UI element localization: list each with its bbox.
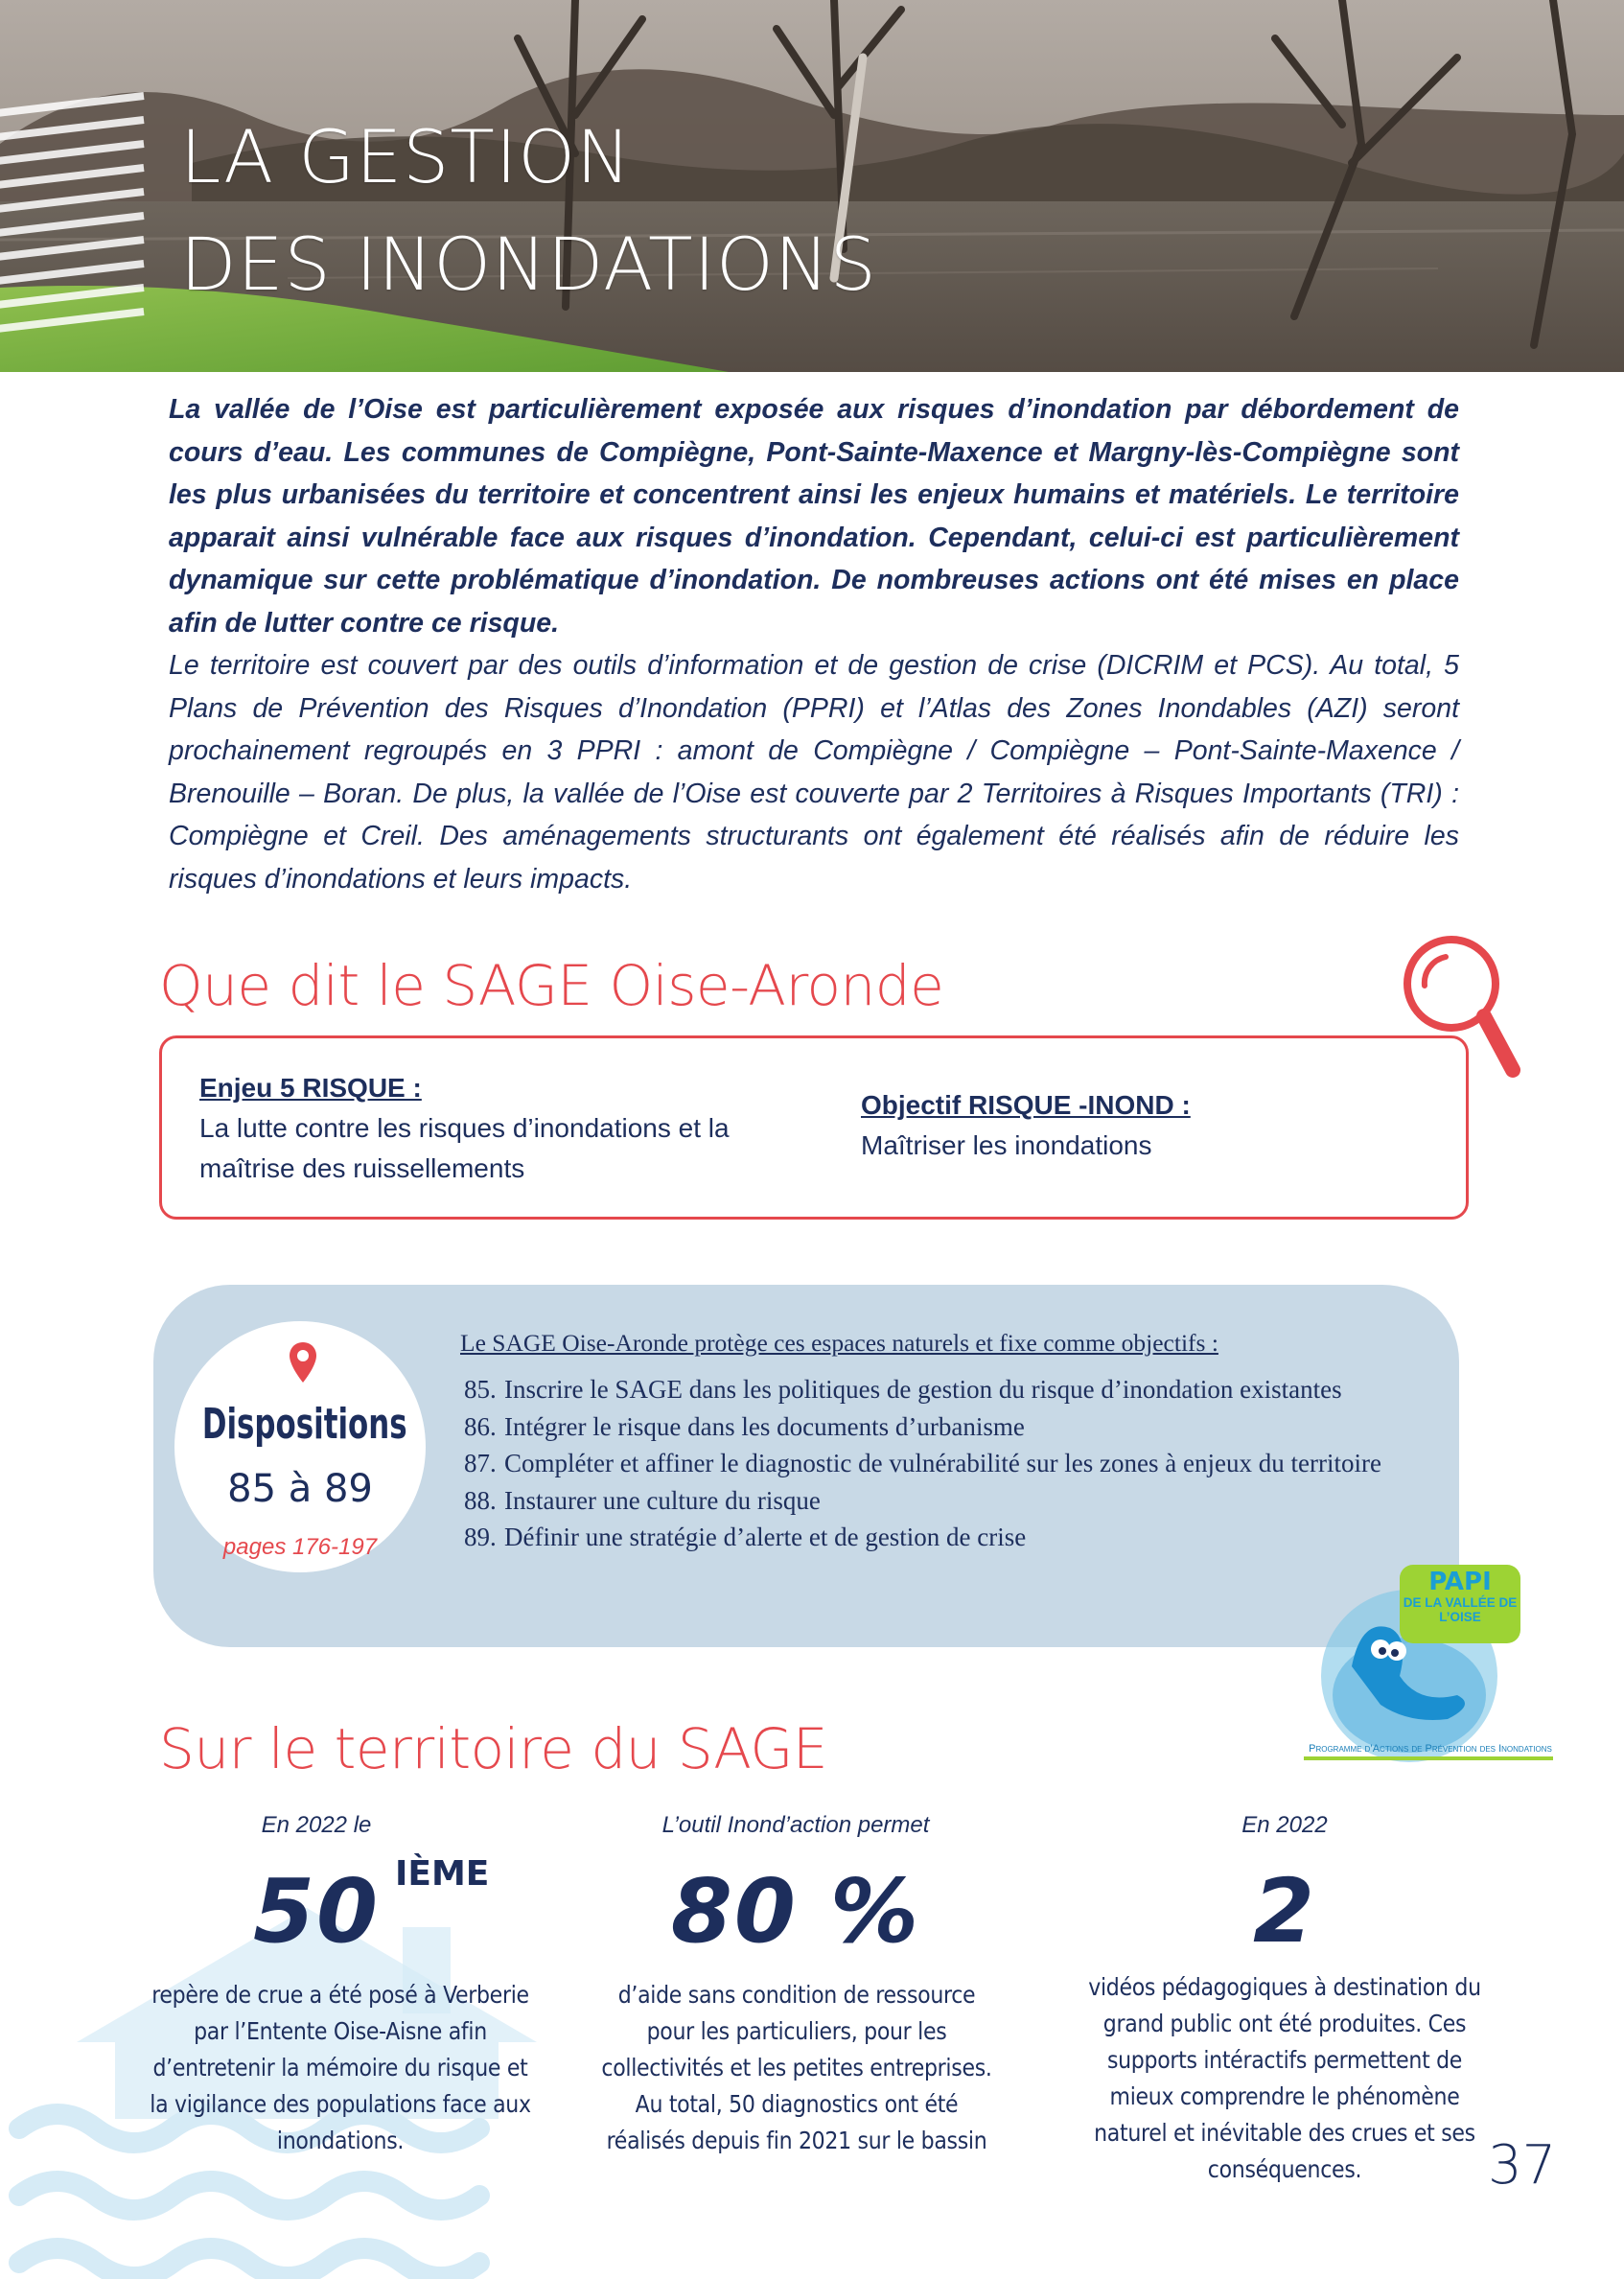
stat-2-text: d’aide sans condition de ressource pour les particuliers, pour les collectivités et les petites entreprises. Au total, 50 diagnostics ont été réalisés depuis fin 2021 sur le bassin <box>601 1981 992 2154</box>
location-pin-icon <box>288 1340 318 1384</box>
dispositions-list <box>460 1371 1457 1556</box>
page-title <box>180 104 877 318</box>
dispositions-range: 85 à 89 <box>227 1467 373 1511</box>
page-title-line1: LA GESTION <box>180 114 632 199</box>
list-item: 89. Définir une stratégie d’alerte et de gestion de crise <box>464 1523 1027 1551</box>
intro-bold-paragraph: La vallée de l’Oise est particulièrement exposée aux risques d’inondation par débordement de cours d’eau. Les communes de Compiègne, Pont-Sainte-Maxence et Margny-lès-Compiègne sont les plus urbanisées du territoire et concentrent ainsi les enjeux humains et matériels. Le territoire apparait ainsi vulnérable face aux risques d’inondation. Cependant, celui-ci est particulièrement dynamique sur cette problématique d’inondation. De nombreuses actions ont été mises en place afin de lutter contre ce risque. <box>169 394 1459 639</box>
papi-title: PAPI <box>1428 1568 1492 1596</box>
sage-heading: Que dit le SAGE Oise-Aronde <box>159 953 944 1018</box>
objectif-text: Maîtriser les inondations <box>861 1130 1152 1160</box>
enjeu-text: La lutte contre les risques d’inondations et la maîtrise des ruissellements <box>199 1113 730 1183</box>
dispositions-intro: Le SAGE Oise-Aronde protège ces espaces naturels et fixe comme objectifs : <box>460 1329 1218 1357</box>
magnifier-icon <box>1396 928 1520 1081</box>
list-item: 88. Instaurer une culture du risque <box>464 1485 821 1515</box>
objectif-column <box>861 1085 1398 1166</box>
page-number: 37 <box>1488 2134 1557 2197</box>
stat-1-pre: En 2022 le <box>261 1812 372 1838</box>
papi-subtitle: DE LA VALLÉE DE L’OISE <box>1403 1595 1518 1624</box>
stat-1-suffix: IÈME <box>395 1854 490 1894</box>
stat-1-text: repère de crue a été posé à Verberie par l’Entente Oise-Aisne afin d’entretenir la mémoire du risque et la vigilance des populations face aux inondations. <box>150 1981 531 2154</box>
list-item: 87. Compléter et affiner le diagnostic de vulnérabilité sur les zones à enjeux du territoire <box>464 1449 1381 1477</box>
intro-regular-paragraph: Le territoire est couvert par des outils d’information et de gestion de crise (DICRIM et PCS). Au total, 5 Plans de Prévention des Risques d’Inondation (PPRI) et l’Atlas des Zones Inondables (AZI) seront prochainement regroupés en 3 PPRI : amont de Compiègne / Compiègne – Pont-Sainte-Maxence / Brenouille – Boran. De plus, la vallée de l’Oise est couverte par 2 Territoires à Risques Importants (TRI) : Compiègne et Creil. Des aménagements structurants ont également été réalisés afin de réduire les risques d’inondations et leurs impacts. <box>169 650 1459 895</box>
papi-bubble <box>1400 1565 1520 1643</box>
stat-2-value: 80 % <box>670 1860 921 1963</box>
list-item: 86. Intégrer le risque dans les documents d’urbanisme <box>464 1411 1025 1441</box>
stat-2-pre: L’outil Inond’action permet <box>661 1812 930 1838</box>
intro-text <box>169 388 1459 900</box>
dispositions-title: Dispositions <box>201 1400 407 1449</box>
enjeu-label: Enjeu 5 RISQUE : <box>199 1073 422 1103</box>
list-item: 85. Inscrire le SAGE dans les politiques de gestion du risque d’inondation existantes <box>464 1375 1342 1404</box>
page-title-line2: DES INONDATIONS <box>180 221 877 307</box>
dispositions-pages: pages 176-197 <box>222 1534 378 1560</box>
papi-arc-text: Programme d’Actions de Prévention des Inondations <box>1309 1743 1552 1755</box>
stat-3-value: 2 <box>1252 1860 1316 1963</box>
stat-3-text: vidéos pédagogiques à destination du grand public ont été produites. Ces supports intéractifs permettent de mieux comprendre le phénomène naturel et inévitable des crues et ses conséquences. <box>1088 1973 1481 2183</box>
objectif-label: Objectif RISQUE -INOND : <box>861 1090 1191 1120</box>
territoire-heading: Sur le territoire du SAGE <box>159 1716 828 1781</box>
stat-1-value: 50 <box>252 1860 381 1963</box>
hero-banner <box>0 0 1624 372</box>
stat-3-pre: En 2022 <box>1241 1812 1328 1838</box>
enjeu-column <box>199 1068 813 1189</box>
